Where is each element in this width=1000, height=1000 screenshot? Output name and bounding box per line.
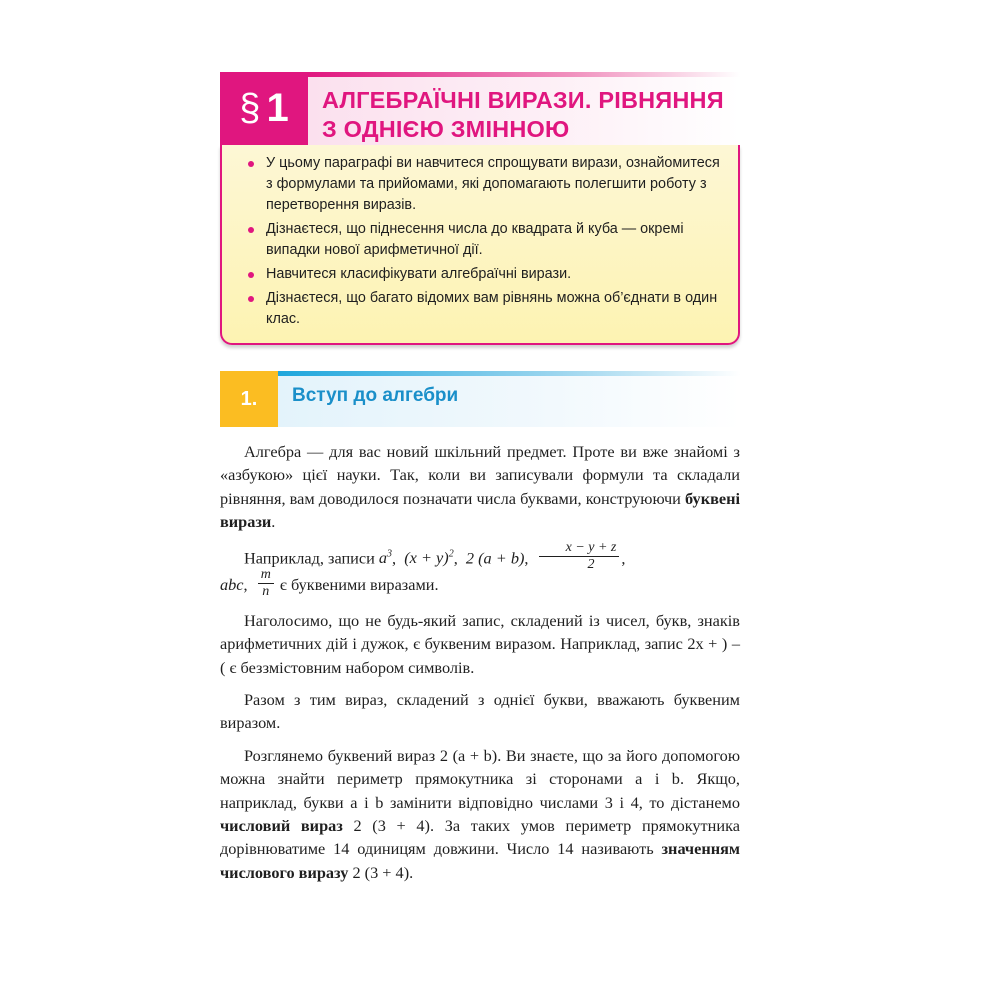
goal-text: У цьому параграфі ви навчитеся спрощувати вирази, ознайомитеся з формулами та прийомами, які допомагають полегшити роботу з перетворення виразів. xyxy=(266,155,720,213)
math-expression: abc xyxy=(220,575,244,595)
section-title-bar xyxy=(308,72,740,145)
goals-list xyxy=(246,153,724,330)
bullet-icon xyxy=(248,272,254,278)
goal-text: Дізнаєтеся, що багато відомих вам рівнянь можна об’єднати в один клас. xyxy=(266,290,718,327)
fraction-numerator: m xyxy=(258,567,274,584)
term-bold: значенням числового виразу xyxy=(220,839,740,882)
math-expression: 2 (a + b) xyxy=(465,548,525,568)
section-number: 1 xyxy=(266,86,289,130)
subsection-title: Вступ до алгебри xyxy=(292,385,459,406)
paragraph-note: Наголосимо, що не будь-який запис, складений із чисел, букв, знаків арифметичних дій і дужок, є буквеним виразом. Наприклад, запис 2x + ) – ( є беззмістовним набором символів. xyxy=(220,610,740,677)
subsection-number: 1. xyxy=(220,371,278,427)
paragraph-single-letter: Разом з тим вираз, складений з однієї букви, вважають буквеним виразом. xyxy=(220,690,740,733)
fraction-denominator: 2 xyxy=(587,556,595,572)
fraction-denominator: n xyxy=(262,583,270,599)
goal-item xyxy=(246,153,724,216)
paragraph-intro xyxy=(220,440,740,534)
goal-item xyxy=(246,288,724,330)
paragraph-text: 2 (3 + 4). xyxy=(348,862,414,882)
math-expression xyxy=(404,548,453,567)
paragraph-text: . xyxy=(271,512,276,532)
math-exponent: 2 xyxy=(448,548,454,560)
goal-item xyxy=(246,264,724,285)
subsection-title-bar xyxy=(278,371,740,427)
bullet-icon xyxy=(248,296,254,302)
term-bold: числовий вираз xyxy=(220,816,343,836)
fraction-numerator: x − y + z xyxy=(539,540,620,557)
section-goals-box xyxy=(220,145,740,345)
subsection-header xyxy=(220,371,740,427)
goal-text: Дізнаєтеся, що піднесення числа до квадрата й куба — окремі випадки нової арифметичної дії. xyxy=(266,221,684,258)
paragraph-text: є буквеними виразами. xyxy=(275,575,439,595)
math-base: (x + y) xyxy=(404,548,449,568)
section-symbol: § xyxy=(239,87,261,129)
paragraph-text: Алгебра — для вас новий шкільний предмет. Проте ви вже знайомі з «азбукою» цієї науки. Так, коли ви записували формули та складали рівняння, вам доводилося позначати числа буквами, конструюючи xyxy=(220,442,740,508)
section-header xyxy=(220,72,740,145)
math-fraction xyxy=(539,540,620,573)
paragraph-example-perimeter xyxy=(220,744,740,884)
bullet-icon xyxy=(248,227,254,233)
section-title-topline xyxy=(308,72,740,77)
subsection-title-topline xyxy=(278,371,740,376)
paragraph-text: Розглянемо буквений вираз 2 (a + b). Ви знаєте, що за його допомогою можна знайти периметр прямокутника зі сторонами a і b. Якщо, наприклад, букви a і b замінити відповідно числами 3 і 4, то дістанемо xyxy=(220,745,740,812)
section-title: АЛГЕБРАЇЧНІ ВИРАЗИ. РІВНЯННЯ З ОДНІЄЮ ЗМІННОЮ xyxy=(322,87,724,142)
goal-text: Навчитеся класифікувати алгебраїчні вирази. xyxy=(266,266,572,282)
math-base: a xyxy=(378,548,388,568)
term-bold: буквені вирази xyxy=(220,488,740,532)
textbook-page xyxy=(220,72,740,893)
paragraph-text: Наприклад, записи xyxy=(244,548,379,568)
bullet-icon xyxy=(248,161,254,167)
math-fraction xyxy=(258,567,274,600)
paragraph-text: 2 (3 + 4). За таких умов периметр прямокутника дорівнюватиме 14 одиницям довжини. Число 14 називають xyxy=(220,816,740,859)
goal-item xyxy=(246,219,724,261)
paragraph-examples: Наприклад, записи $a^3$, $(x + y)^2$, 2 (a + b), $\frac{x - y + z}{2}$ , xyxy=(244,539,626,572)
math-expression xyxy=(379,548,392,567)
math-exponent: 3 xyxy=(387,548,393,560)
section-number-badge xyxy=(220,72,308,145)
body-text xyxy=(220,440,740,884)
paragraph-examples-cont: abc, $\frac{m}{n}$ є буквеними виразами. xyxy=(220,566,439,599)
